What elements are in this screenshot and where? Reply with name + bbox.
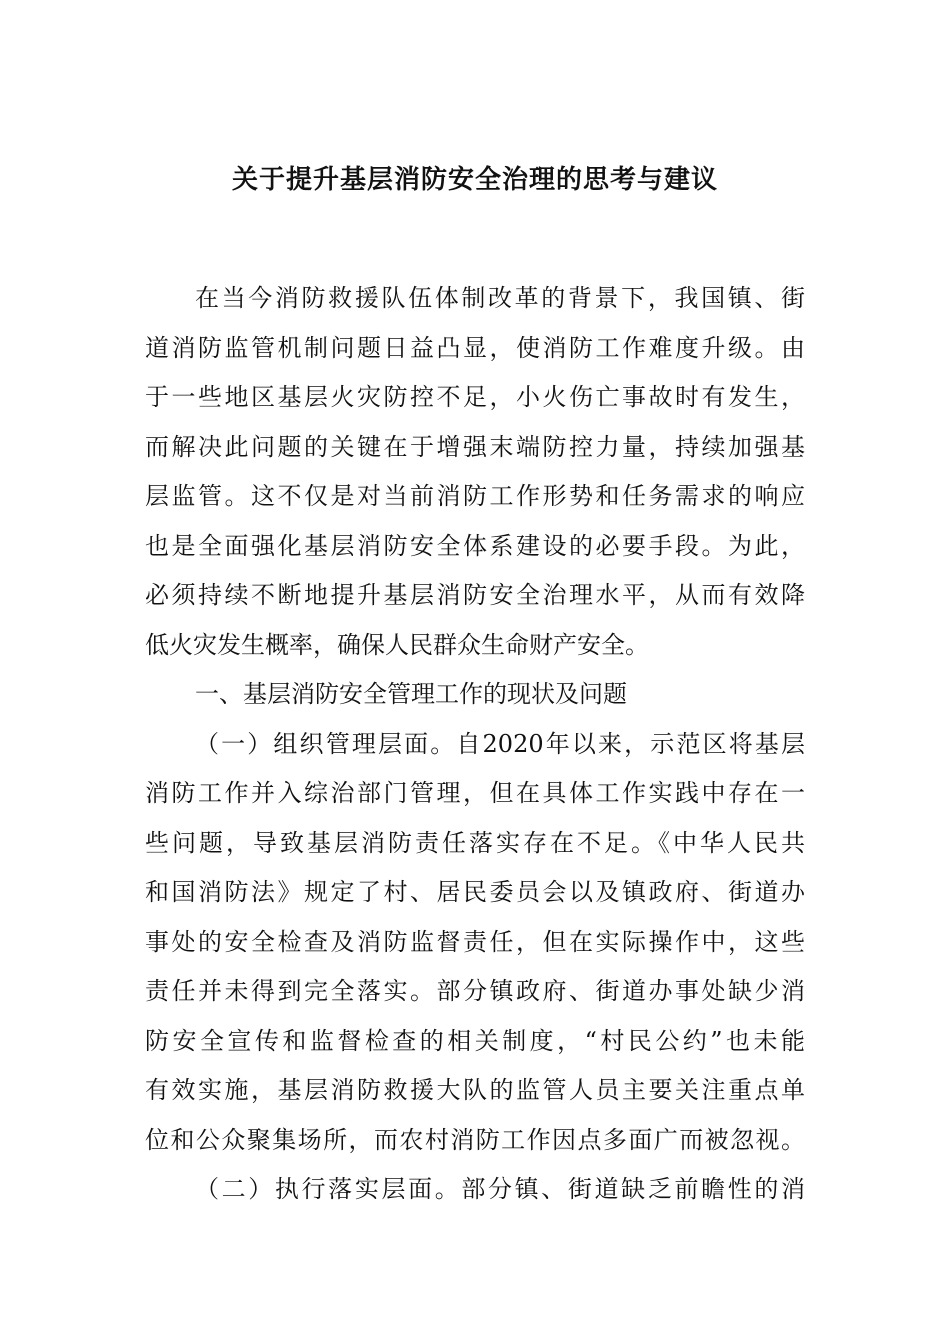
text-line: 也是全面强化基层消防安全体系建设的必要手段。为此， bbox=[145, 531, 805, 560]
text-line: 和国消防法》规定了村、居民委员会以及镇政府、街道办 bbox=[145, 878, 805, 906]
text-line: 道消防监管机制问题日益凸显，使消防工作难度升级。由 bbox=[145, 333, 805, 362]
text-line: 低火灾发生概率，确保人民群众生命财产安全。 bbox=[145, 630, 649, 659]
section-heading: 一、基层消防安全管理工作的现状及问题 bbox=[195, 680, 627, 708]
text-line: 责任并未得到完全落实。部分镇政府、街道办事处缺少消 bbox=[145, 977, 805, 1005]
text-line: 于一些地区基层火灾防控不足，小火伤亡事故时有发生， bbox=[145, 383, 805, 411]
document-title: 关于提升基层消防安全治理的思考与建议 bbox=[231, 165, 718, 195]
text-line: 事处的安全检查及消防监督责任，但在实际操作中，这些 bbox=[145, 927, 805, 956]
text-line: 位和公众聚集场所，而农村消防工作因点多面广而被忽视。 bbox=[145, 1125, 805, 1154]
text-line: 而解决此问题的关键在于增强末端防控力量，持续加强基 bbox=[145, 432, 805, 461]
text-line: 有效实施，基层消防救援大队的监管人员主要关注重点单 bbox=[145, 1076, 805, 1104]
text-line: 消防工作并入综治部门管理，但在具体工作实践中存在一 bbox=[145, 779, 805, 807]
document-body bbox=[145, 278, 805, 1219]
text-line: 些问题，导致基层消防责任落实存在不足。《中华人民共 bbox=[145, 828, 805, 857]
text-line: 防安全宣传和监督检查的相关制度，“村民公约”也未能 bbox=[145, 1026, 805, 1055]
text-line: （二）执行落实层面。部分镇、街道缺乏前瞻性的消 bbox=[195, 1175, 805, 1203]
text-line: 必须持续不断地提升基层消防安全治理水平，从而有效降 bbox=[145, 581, 805, 609]
text-line: （一）组织管理层面。自2020年以来，示范区将基层 bbox=[195, 729, 805, 758]
text-line: 在当今消防救援队伍体制改革的背景下，我国镇、街 bbox=[195, 284, 805, 312]
text-line: 层监管。这不仅是对当前消防工作形势和任务需求的响应 bbox=[145, 482, 805, 510]
